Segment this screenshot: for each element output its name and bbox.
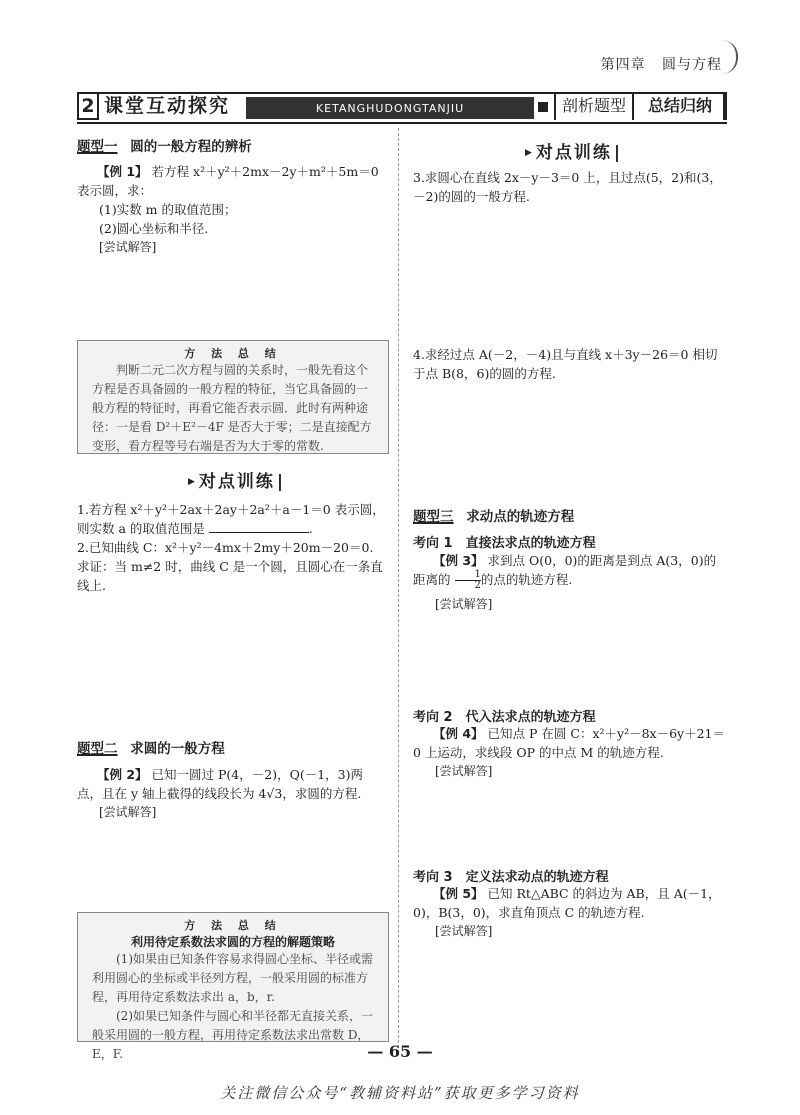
type1-heading [77,135,252,155]
try-answer-3: [尝试解答] [435,597,493,611]
header-bracket-decoration [722,40,738,74]
method-summary-body-1: 判断二元二次方程与圆的关系时，一般先看这个方程是否具备圆的一般方程的特征，当它具备圆的一般方程的特征时，再看它能否表示圆．此时有两种途径：一是看 D²＋E²－4F 是否大于零；二是直接配方变形，看方程等号右端是否为大于零的常数. [92,363,372,453]
banner-box-summary: 总结归纳 [637,92,727,120]
footer-note: 关注微信公众号“教辅资料站”获取更多学习资料 [220,1084,580,1102]
example1-text: 若方程 x²＋y²＋2mx－2y＋m²＋5m＝0 表示圆，求： [77,164,379,198]
example5-label: 【例 5】 [433,886,484,901]
banner-number: 2 [77,92,99,120]
type2-title: 求圆的一般方程 [130,741,225,757]
approach1-heading: 考向 1 直接法求点的轨迹方程 [413,536,596,551]
example1 [77,162,387,257]
example4-text: 已知点 P 在圆 C：x²＋y²－8x－6y＋21＝0 上运动，求线段 OP 的中点 M 的轨迹方程. [413,726,725,760]
try-answer-2: [尝试解答] [99,805,157,819]
method-summary-box-2 [77,912,389,1061]
example1-label: 【例 1】 [97,164,148,179]
type1-title: 圆的一般方程的辨析 [130,139,252,155]
try-answer-4: [尝试解答] [435,764,493,778]
method-summary-p2: (2)如果已知条件与圆心和半径都无直接关系，一般采用圆的一般方程，再用待定系数法求出常数 D，E，F. [92,1009,373,1061]
answer-blank[interactable] [209,520,309,533]
example1-q1: (1)实数 m 的取值范围； [99,202,237,217]
drill1-questions [77,500,389,595]
try-answer-5: [尝试解答] [435,924,493,938]
fraction-one-half: $\frac{1}{2}$ [455,570,481,591]
type2-label: 题型二 [77,741,118,757]
example3 [413,551,725,614]
example5 [413,884,725,941]
example2 [77,765,387,822]
example5-text: 已知 Rt△ABC 的斜边为 AB，且 A(－1，0)，B(3，0)，求直角顶点 C 的轨迹方程. [413,886,721,920]
method-summary-head-1: 方 法 总 结 [184,347,282,360]
type3-label: 题型三 [413,509,454,525]
method-summary-p1: (1)如果由已知条件容易求得圆心坐标、半径或需利用圆心的坐标或半径列方程，一般采用圆的标准方程，再用待定系数法求出 a，b，r. [92,952,373,1004]
banner-square-icon [538,102,548,112]
banner-pinyin: KETANGHUDONGTANJIU [246,97,534,119]
approach2-heading: 考向 2 代入法求点的轨迹方程 [413,710,596,725]
column-divider [398,128,399,1053]
chapter-number: 第四章 [600,57,646,73]
drill-heading-1: ▶ 对点训练 | [188,467,285,492]
type2-heading [77,737,225,757]
drill2-q4: 4.求经过点 A(－2，－4)且与直线 x＋3y－26＝0 相切于点 B(8，6)的圆的方程. [413,347,718,381]
example4 [413,724,725,781]
approach3-heading: 考向 3 定义法求动点的轨迹方程 [413,870,609,885]
chapter-title: 圆与方程 [662,57,722,73]
example4-label: 【例 4】 [433,726,484,741]
drill-heading-2: ▶ 对点训练 | [525,138,622,163]
drill1-q2: 2.已知曲线 C：x²＋y²－4mx＋2my＋20m－20＝0. 求证：当 m≠2 时，曲线 C 是一个圆，且圆心在一条直线上. [77,540,383,593]
type3-heading [413,505,574,525]
example2-text: 已知一圆过 P(4，－2)，Q(－1，3)两点，且在 y 轴上截得的线段长为 4√3，求圆的方程. [77,767,363,801]
example3-label: 【例 3】 [433,553,484,568]
drill2-q3: 3.求圆心在直线 2x－y－3＝0 上，且过点(5，2)和(3，－2)的圆的一般方程. [413,170,722,204]
example3-text: 求到点 O(0，0)的距离是到点 A(3，0)的距离的 [413,553,717,587]
example3-tail: 的点的轨迹方程. [480,572,573,587]
chapter-header [601,54,722,74]
page-number: — 65 — [367,1042,433,1061]
method-summary-box-1 [77,340,389,454]
method-summary-subtitle-2: 利用待定系数法求圆的方程的解题策略 [130,935,335,949]
drill1-q1: 1.若方程 x²＋y²＋2ax＋2ay＋2a²＋a－1＝0 表示圆，则实数 a 的取值范围是 . [77,502,385,536]
banner-title: 课堂互动探究 [104,95,231,117]
banner-box-analysis: 剖析题型 [554,92,634,120]
example2-label: 【例 2】 [97,767,148,782]
example1-q2: (2)圆心坐标和半径. [99,221,209,236]
method-summary-head-2: 方 法 总 结 [184,919,282,932]
type1-label: 题型一 [77,139,118,155]
try-answer-1: [尝试解答] [99,240,157,254]
type3-title: 求动点的轨迹方程 [466,509,575,525]
